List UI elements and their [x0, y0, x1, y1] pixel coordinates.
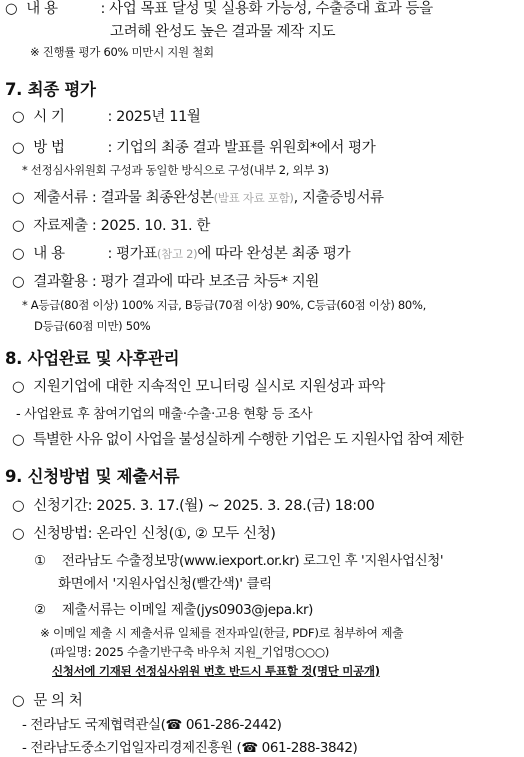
- s7-content-text: : 평가표: [107, 246, 157, 262]
- s7-time-text: : 2025년 11월: [107, 109, 201, 125]
- contact-2: - 전라남도중소기업일자리경제진흥원 (☎ 061-288-3842): [22, 740, 358, 756]
- bullet-circle-icon: ○: [12, 218, 25, 234]
- bullet-circle-icon: ○: [12, 432, 24, 448]
- s7-method-note: * 선정심사위원회 구성과 동일한 방식으로 구성(내부 2, 외부 3): [22, 163, 329, 177]
- content-item: [5, 0, 433, 18]
- bullet-circle-icon: ○: [12, 190, 25, 206]
- s7-deadline-item: [12, 214, 210, 235]
- content-text: : 사업 목표 달성 및 실용화 가능성, 수출증대 효과 등을: [100, 1, 433, 17]
- s7-docs-text-b: , 지출증빙서류: [293, 190, 384, 206]
- bullet-circle-icon: ○: [5, 1, 18, 17]
- bullet-circle-icon: ○: [12, 274, 25, 290]
- s9-period-text: 신청기간: 2025. 3. 17.(월) ~ 2025. 3. 28.(금) 18:00: [33, 498, 375, 514]
- section-9-title: 9. 신청방법 및 제출서류: [5, 467, 180, 486]
- contact-1: - 전라남도 국제협력관실(☎ 061-286-2442): [22, 717, 282, 733]
- progress-note: ※ 진행률 평가 60% 미만시 지원 철회: [30, 45, 214, 59]
- step-2-marker: ②: [34, 602, 46, 618]
- s8-item-1-text: 지원기업에 대한 지속적인 모니터링 실시로 지원성과 파악: [33, 379, 386, 395]
- s7-content-item: [12, 242, 350, 263]
- s7-content-text-b: 에 따라 완성본 최종 평가: [197, 246, 351, 262]
- s7-content-label: 내 용: [33, 246, 65, 262]
- s9-period: [12, 494, 374, 515]
- section-7-title: 7. 최종 평가: [5, 80, 96, 99]
- s7-time-item: [12, 105, 201, 126]
- contact-title: 문 의 처: [33, 693, 83, 709]
- s9-note-1: ※ 이메일 제출 시 제출서류 일체를 전자파일(한글, PDF)로 첨부하여 제출: [40, 626, 404, 640]
- s9-method-text: 신청방법: 온라인 신청(①, ② 모두 신청): [33, 526, 276, 542]
- contact-title-row: [12, 689, 82, 710]
- s7-method-text: : 기업의 최종 결과 발표를 위원회*에서 평가: [107, 140, 376, 156]
- s8-item-2: [12, 428, 463, 449]
- s7-use-label: 결과활용: [33, 274, 88, 290]
- s7-content-text-gray: (참고 2): [156, 247, 198, 261]
- content-label: 내 용: [26, 1, 58, 17]
- s9-step-2: [34, 598, 313, 618]
- s8-item-1: [12, 375, 385, 396]
- bullet-circle-icon: ○: [12, 140, 25, 156]
- s9-note-2: (파일명: 2025 수출기반구축 바우처 지원_기업명○○○): [50, 645, 330, 659]
- s7-use-item: [12, 270, 319, 291]
- bullet-circle-icon: ○: [12, 246, 25, 262]
- s7-deadline-label: 자료제출: [33, 218, 88, 234]
- s7-use-note-2: D등급(60점 미만) 50%: [34, 319, 151, 333]
- step-1-marker: ①: [34, 553, 46, 569]
- s9-step-2-text: 제출서류는 이메일 제출(jys0903@jepa.kr): [61, 602, 314, 618]
- s7-method-item: [12, 136, 375, 157]
- s9-note-3: 신청서에 기재된 선정심사위원 번호 반드시 투표할 것(명단 미공개): [52, 664, 380, 678]
- s7-method-label: 방 법: [33, 140, 65, 156]
- bullet-circle-icon: ○: [12, 109, 25, 125]
- s7-docs-label: 제출서류: [33, 190, 88, 206]
- bullet-circle-icon: ○: [12, 693, 25, 709]
- s7-deadline-text: : 2025. 10. 31. 한: [91, 218, 211, 234]
- s9-step-1-text: 전라남도 수출정보망(www.iexport.or.kr) 로그인 후 '지원사업신청': [61, 553, 444, 569]
- s9-step-1-cont: 화면에서 '지원사업신청(빨간색)' 클릭: [58, 576, 272, 592]
- s7-use-text: : 평가 결과에 따라 보조금 차등* 지원: [91, 274, 319, 290]
- s9-method: [12, 522, 276, 543]
- content-text-cont: 고려해 완성도 높은 결과물 제작 지도: [110, 24, 336, 40]
- s8-item-1-sub: - 사업완료 후 참여기업의 매출·수출·고용 현황 등 조사: [16, 407, 313, 422]
- s7-docs-text-gray: (발표 자료 포함): [213, 191, 294, 205]
- section-8-title: 8. 사업완료 및 사후관리: [5, 349, 180, 368]
- bullet-circle-icon: ○: [12, 379, 25, 395]
- s7-docs-text: : 결과물 최종완성본: [91, 190, 214, 206]
- bullet-circle-icon: ○: [12, 498, 25, 514]
- bullet-circle-icon: ○: [12, 526, 25, 542]
- s7-docs-item: [12, 186, 384, 207]
- s7-use-note-1: * A등급(80점 이상) 100% 지급, B등급(70점 이상) 90%, C등급(60점 이상) 80%,: [22, 298, 426, 312]
- s9-step-1: [34, 549, 443, 569]
- s7-time-label: 시 기: [33, 109, 65, 125]
- s8-item-2-text: 특별한 사유 없이 사업을 불성실하게 수행한 기업은 도 지원사업 참여 제한: [32, 432, 464, 448]
